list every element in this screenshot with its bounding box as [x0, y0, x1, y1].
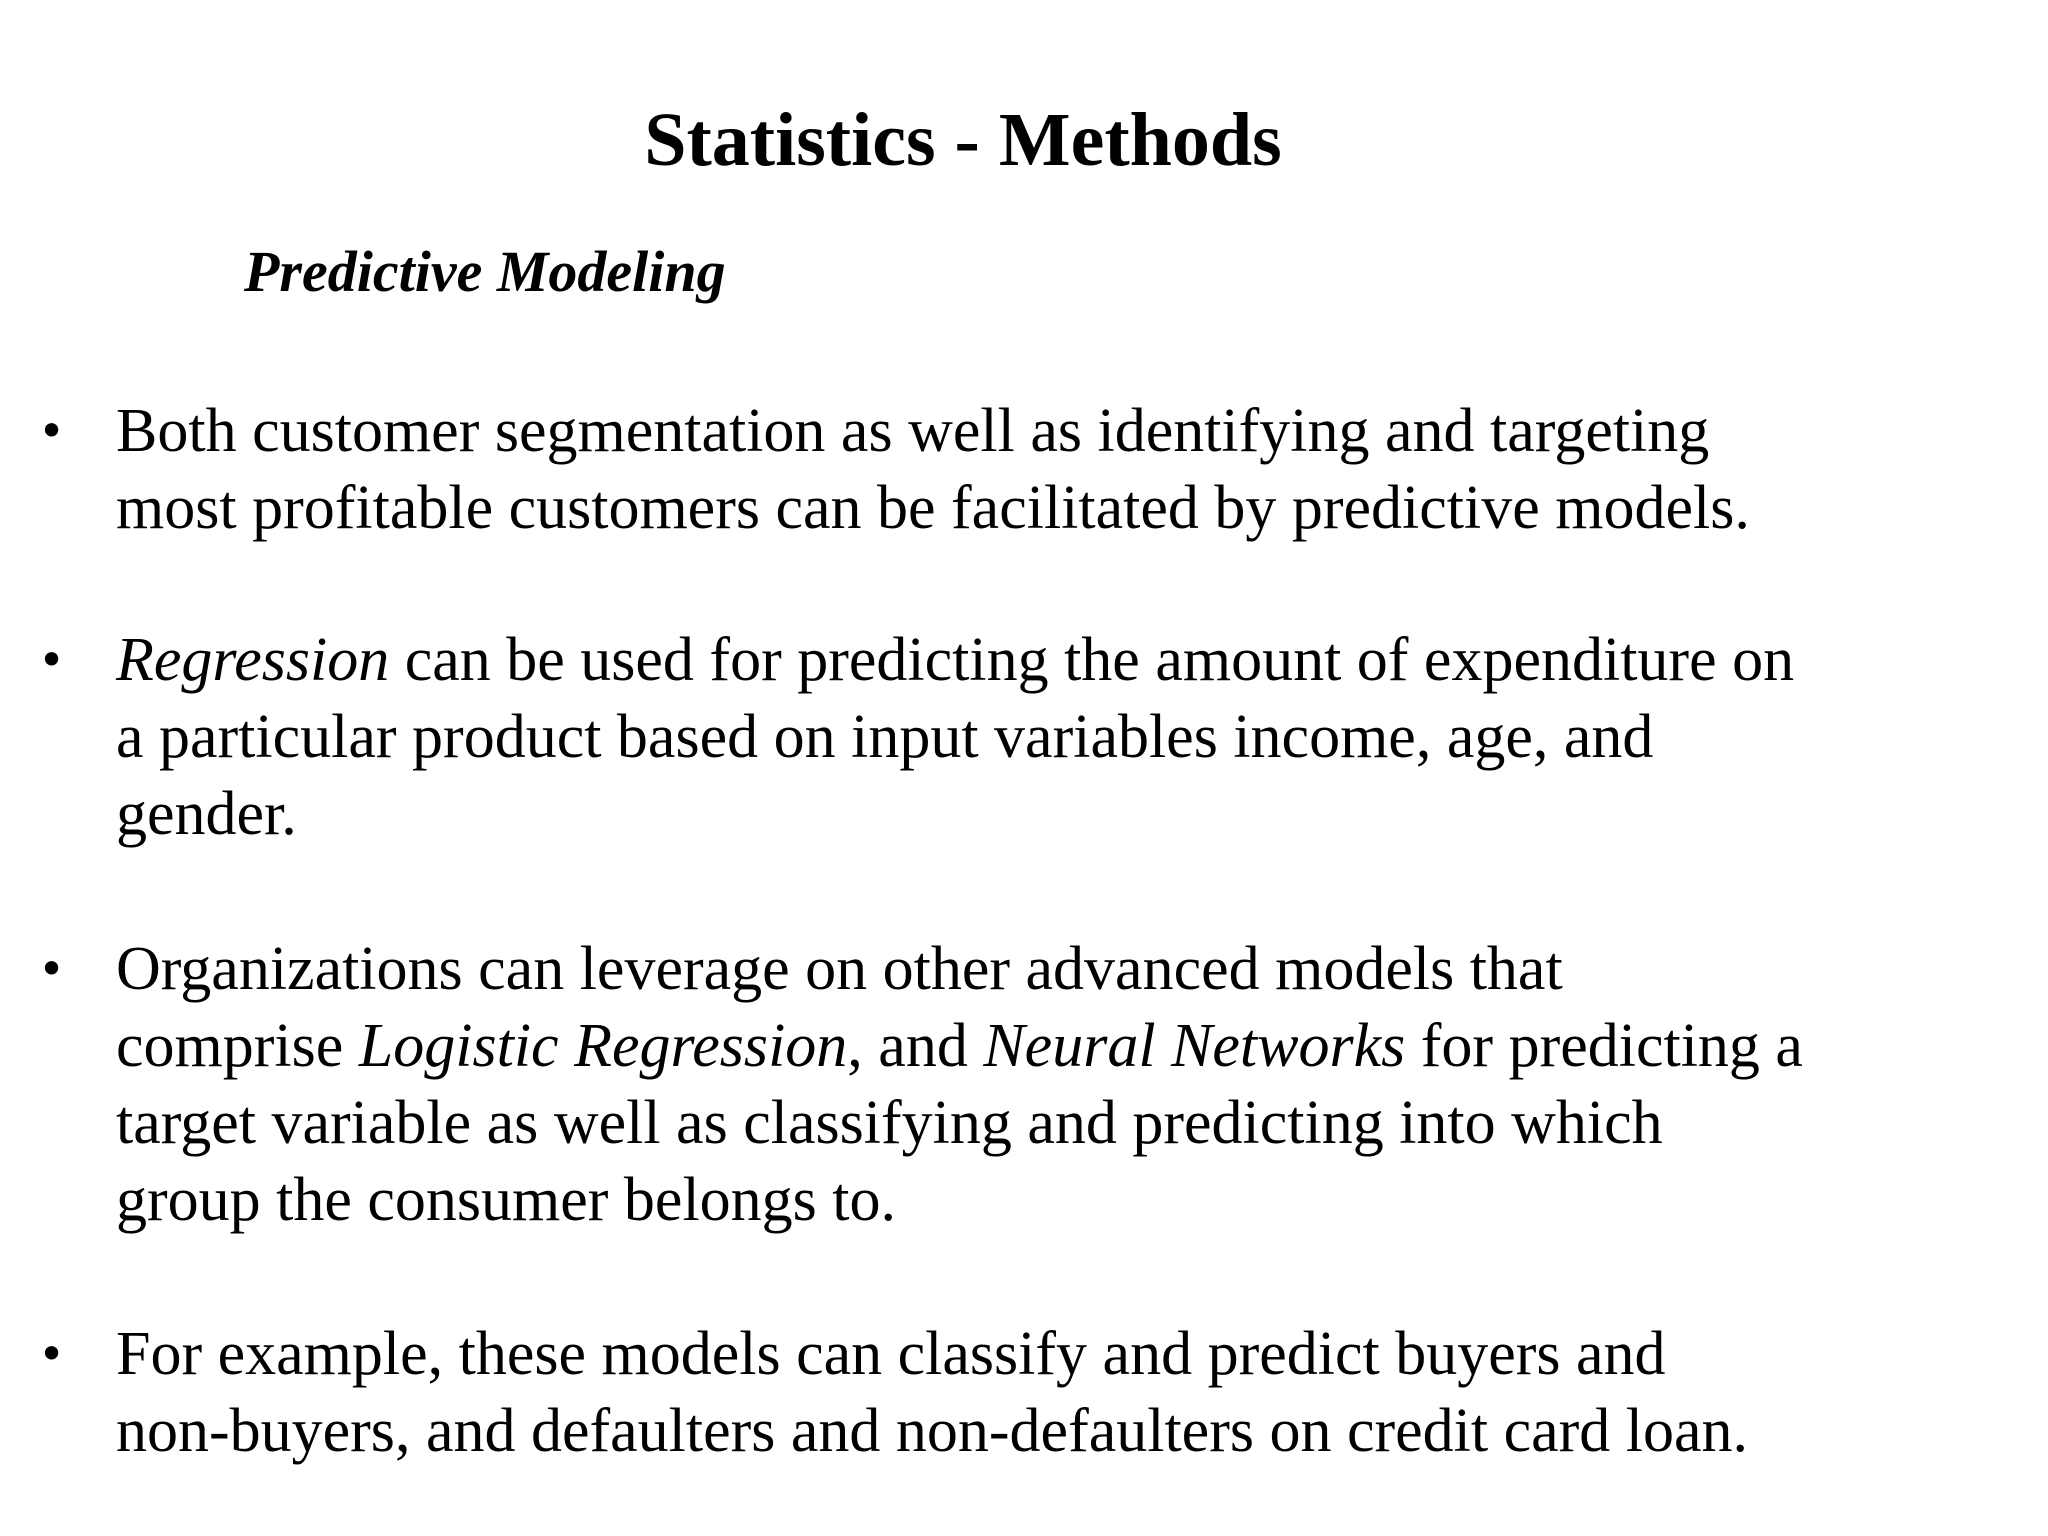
bullet-text-2 — [116, 622, 2016, 853]
bullet-1-line-1: Both customer segmentation as well as identifying and targeting — [116, 397, 1710, 465]
bullet-3-line-2-b: , and — [847, 1012, 984, 1080]
bullet-3-line-4: group the consumer belongs to. — [116, 1166, 897, 1234]
bullet-icon: • — [38, 1327, 66, 1381]
bullet-3-line-2-a: comprise — [116, 1012, 359, 1080]
bullet-2-line-1 — [116, 622, 2016, 699]
neural-networks-term: Neural Networks — [983, 1012, 1406, 1080]
logistic-regression-term: Logistic Regression — [358, 1012, 848, 1080]
bullet-3-line-2 — [116, 1008, 2016, 1085]
bullet-icon: • — [38, 404, 66, 458]
bullet-text-1 — [116, 393, 2016, 547]
bullet-3-line-1: Organizations can leverage on other advanced models that — [116, 935, 1563, 1003]
slide-title: Statistics - Methods — [644, 98, 1282, 182]
slide-subtitle: Predictive Modeling — [244, 239, 726, 304]
regression-term: Regression — [116, 626, 390, 694]
bullet-2-line-2: a particular product based on input variables income, age, and — [116, 703, 1654, 771]
bullet-2-line-3: gender. — [116, 780, 297, 848]
bullet-3-line-3: target variable as well as classifying and predicting into which — [116, 1089, 1663, 1157]
bullet-3-line-2-c: for predicting a — [1405, 1012, 1803, 1080]
bullet-icon: • — [38, 633, 66, 687]
bullet-text-3 — [116, 931, 2016, 1239]
bullet-1-line-2: most profitable customers can be facilitated by predictive models. — [116, 474, 1750, 542]
bullet-icon: • — [38, 942, 66, 996]
bullet-4-line-1: For example, these models can classify and predict buyers and — [116, 1320, 1666, 1388]
bullet-2-line-1-rest: can be used for predicting the amount of expenditure on — [389, 626, 1795, 694]
bullet-4-line-2: non-buyers, and defaulters and non-defaulters on credit card loan. — [116, 1397, 1749, 1465]
bullet-text-4 — [116, 1316, 2016, 1470]
